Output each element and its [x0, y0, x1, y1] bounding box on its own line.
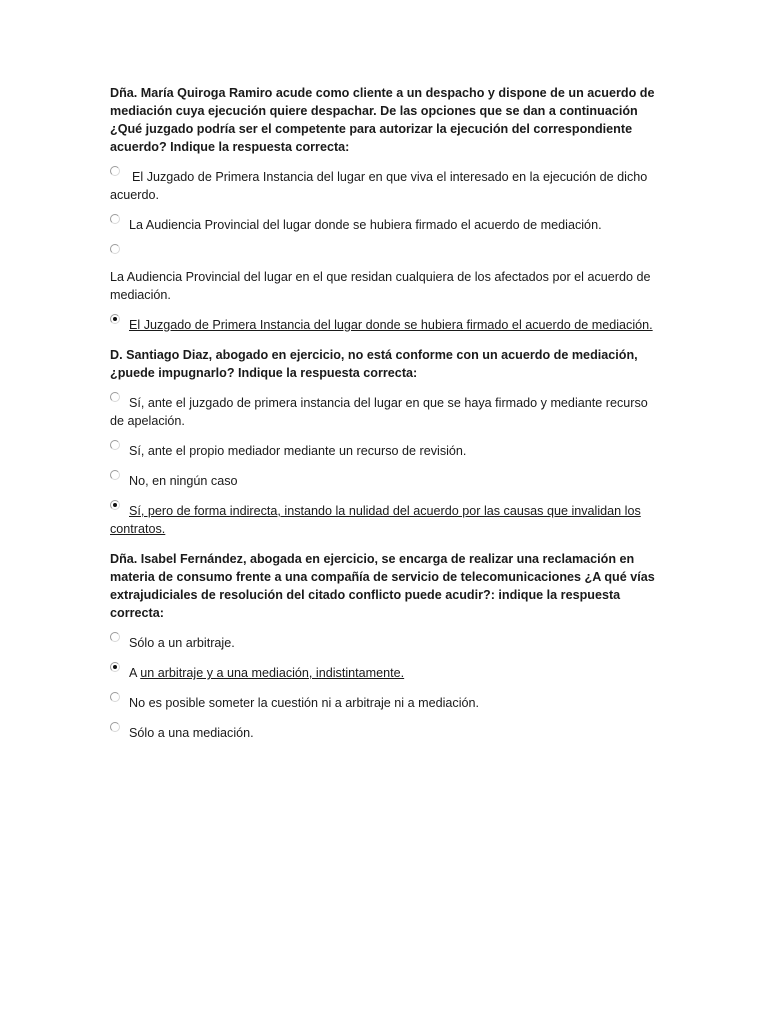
option-label: No es posible someter la cuestión ni a arbitraje ni a mediación. — [129, 696, 480, 710]
question-1-option-2[interactable] — [110, 216, 662, 234]
radio-button[interactable] — [110, 722, 120, 732]
question-1-text: Dña. María Quiroga Ramiro acude como cliente a un despacho y dispone de un acuerdo de mediación cuya ejecución quiere despachar. De las opciones que se dan a continuación ¿Qué juzgado podría ser el competente para autorizar la ejecución del correspondiente acuerdo? Indique la respuesta correcta: — [110, 86, 655, 154]
question-2-text: D. Santiago Diaz, abogado en ejercicio, no está conforme con un acuerdo de mediación, ¿puede impugnarlo? Indique la respuesta correcta: — [110, 348, 638, 380]
question-3-option-2[interactable] — [110, 664, 662, 682]
radio-button[interactable] — [110, 166, 120, 176]
radio-button[interactable] — [110, 214, 120, 224]
option-label: Sí, ante el propio mediador mediante un recurso de revisión. — [129, 444, 467, 458]
option-prefix: A — [129, 666, 141, 680]
option-label: Sólo a una mediación. — [129, 726, 254, 740]
question-2-option-2[interactable] — [110, 442, 662, 460]
radio-button[interactable] — [110, 470, 120, 480]
question-1-option-1[interactable] — [110, 168, 662, 204]
option-label: La Audiencia Provincial del lugar en el que residan cualquiera de los afectados por el acuerdo de mediación. — [110, 270, 651, 302]
radio-button-selected[interactable] — [110, 662, 120, 672]
radio-button[interactable] — [110, 392, 120, 402]
option-label: Sí, pero de forma indirecta, instando la nulidad del acuerdo por las causas que invalidan los contratos. — [110, 504, 641, 536]
quiz-document — [110, 84, 662, 754]
option-label: un arbitraje y a una mediación, indistintamente. — [140, 666, 405, 680]
question-3-text: Dña. Isabel Fernández, abogada en ejercicio, se encarga de realizar una reclamación en materia de consumo frente a una compañía de servicio de telecomunicaciones ¿A qué vías extrajudiciales de resolución del citado conflicto puede acudir?: indique la respuesta correcta: — [110, 552, 655, 620]
question-1-option-3[interactable] — [110, 244, 662, 304]
question-3-option-3[interactable] — [110, 694, 662, 712]
radio-button[interactable] — [110, 440, 120, 450]
option-label: No, en ningún caso — [129, 474, 238, 488]
radio-button[interactable] — [110, 244, 120, 254]
radio-button[interactable] — [110, 632, 120, 642]
radio-button[interactable] — [110, 692, 120, 702]
option-label: El Juzgado de Primera Instancia del lugar en que viva el interesado en la ejecución de dicho acuerdo. — [110, 170, 648, 202]
radio-button-selected[interactable] — [110, 500, 120, 510]
question-2-option-3[interactable] — [110, 472, 662, 490]
option-label: La Audiencia Provincial del lugar donde se hubiera firmado el acuerdo de mediación. — [129, 218, 602, 232]
question-2-option-4[interactable] — [110, 502, 662, 538]
option-label: El Juzgado de Primera Instancia del lugar donde se hubiera firmado el acuerdo de mediación. — [129, 318, 653, 332]
question-2-option-1[interactable] — [110, 394, 662, 430]
question-1-option-4[interactable] — [110, 316, 662, 334]
option-label: Sólo a un arbitraje. — [129, 636, 235, 650]
radio-button-selected[interactable] — [110, 314, 120, 324]
question-3-option-4[interactable] — [110, 724, 662, 742]
question-3-option-1[interactable] — [110, 634, 662, 652]
option-label: Sí, ante el juzgado de primera instancia del lugar en que se haya firmado y mediante recurso de apelación. — [110, 396, 648, 428]
